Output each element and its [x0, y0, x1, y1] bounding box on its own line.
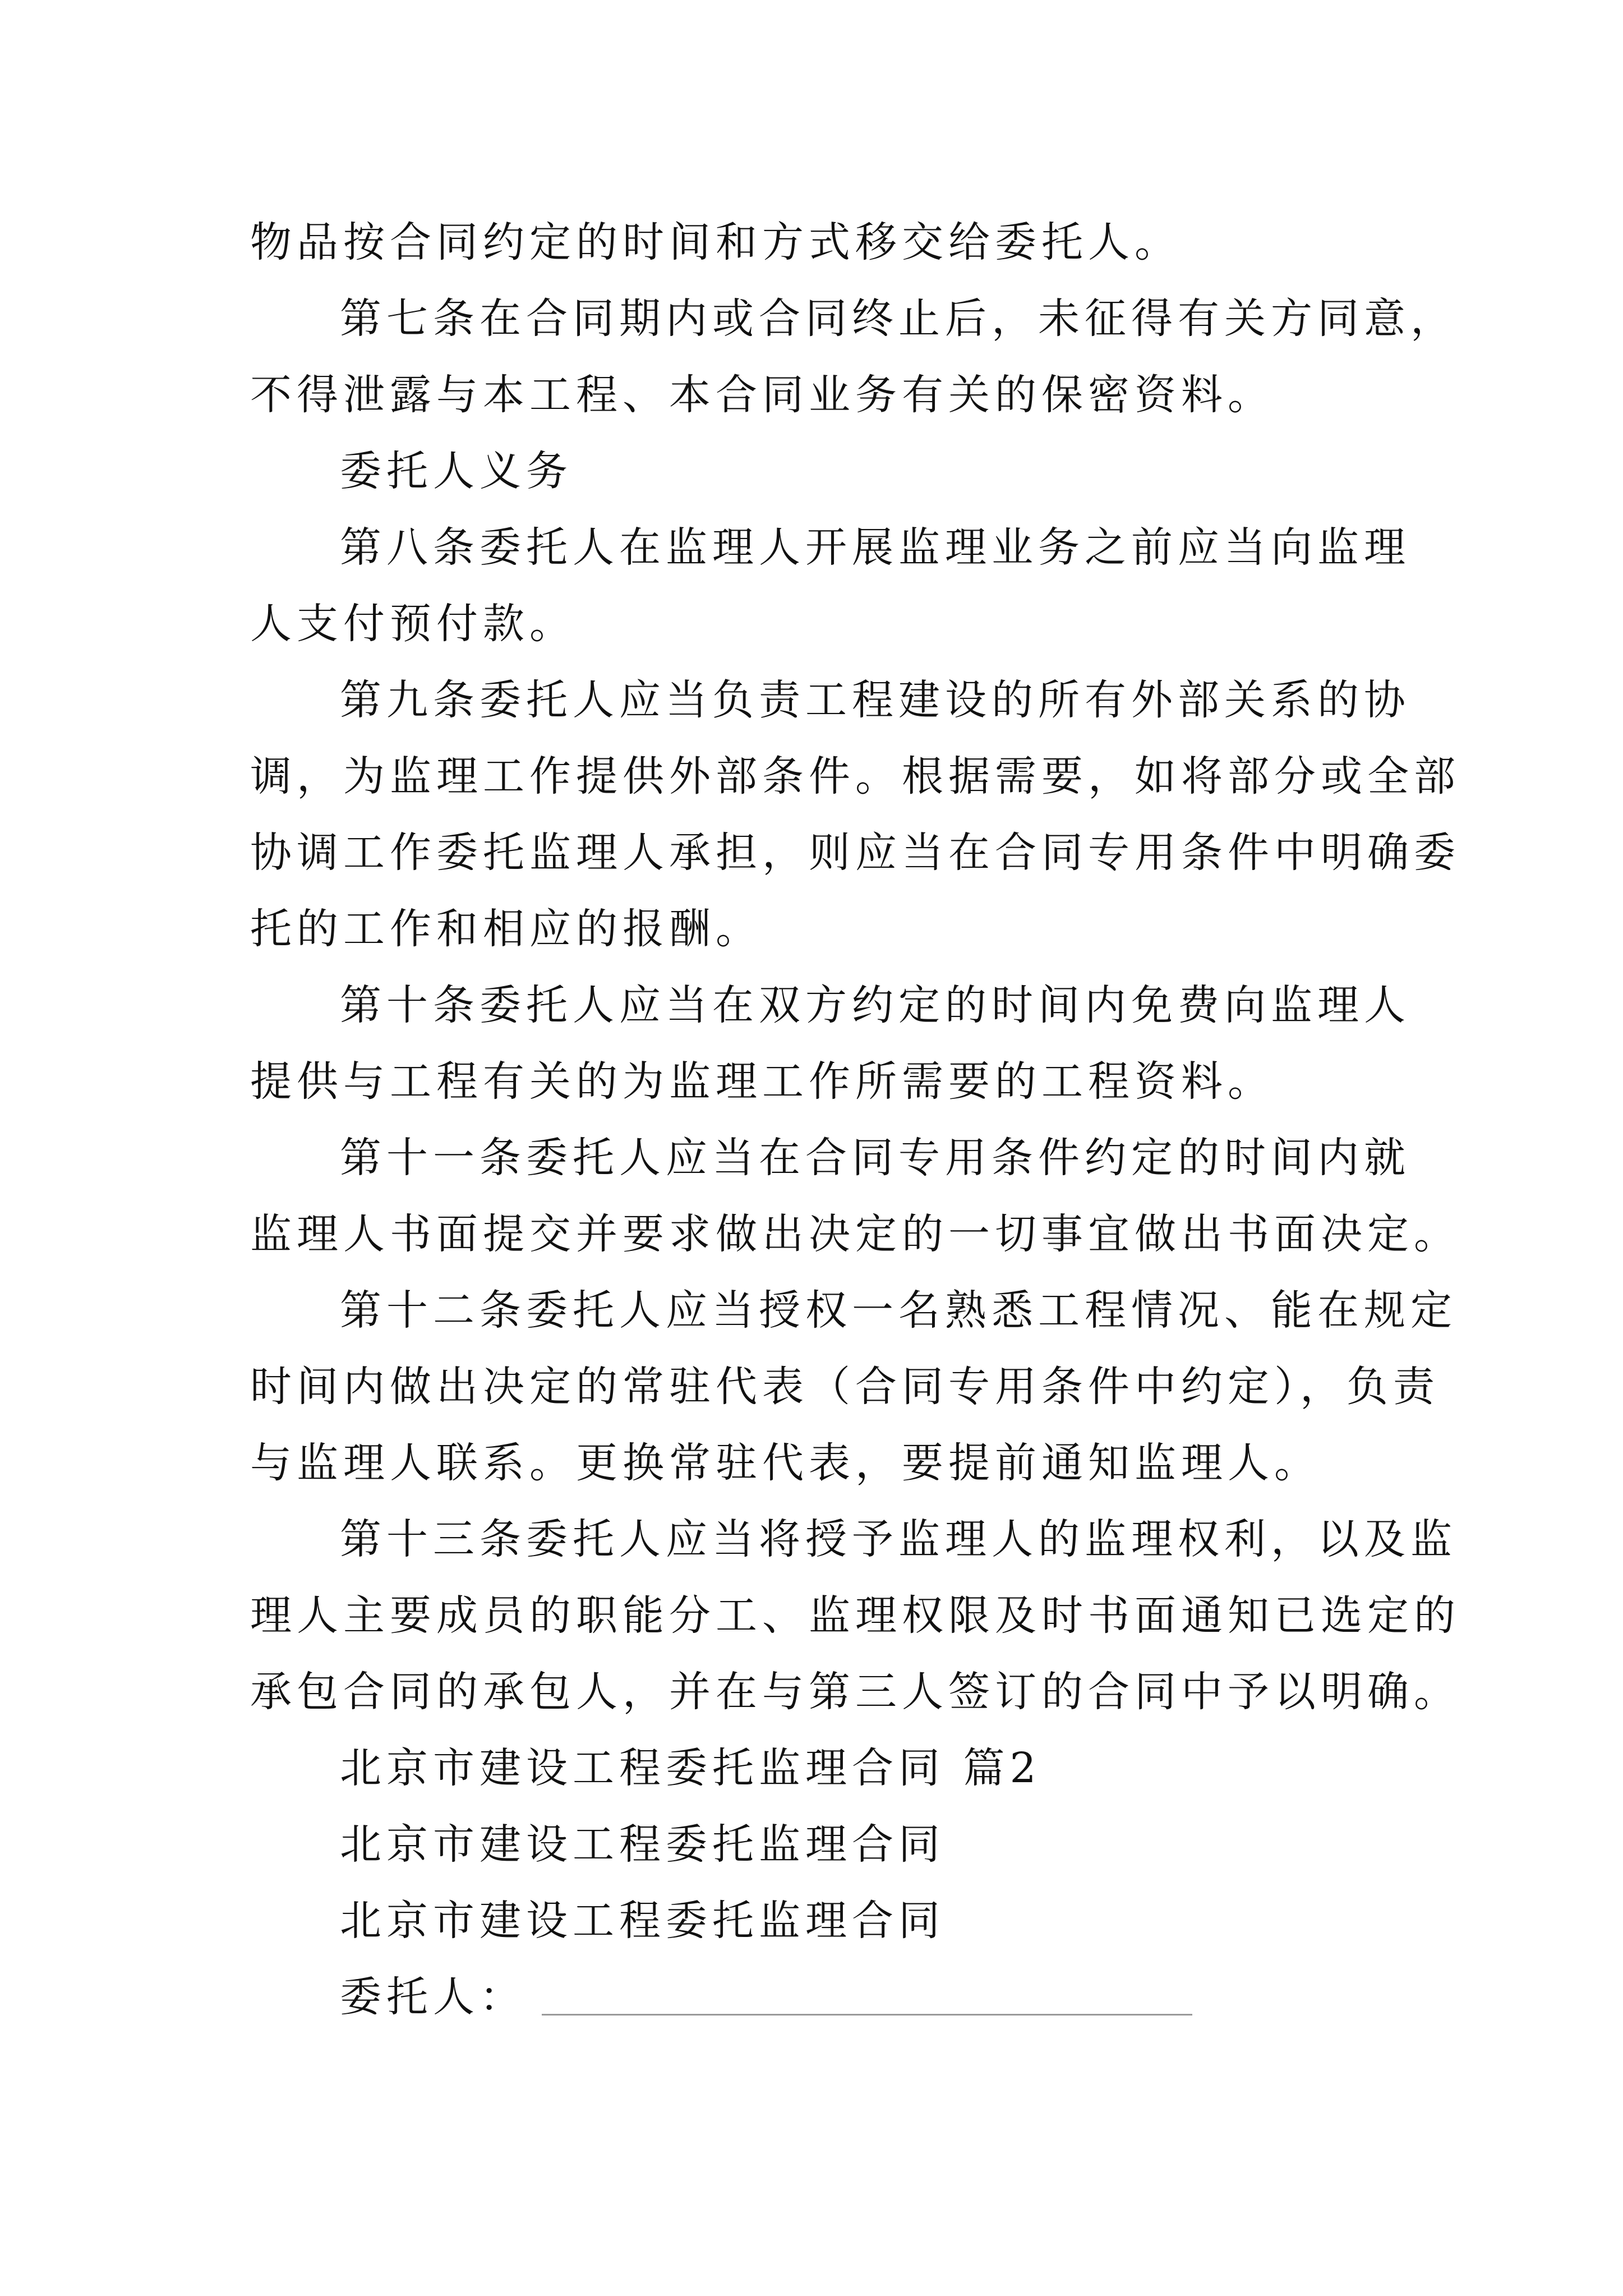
- paragraph-line: 时间内做出决定的常驻代表（合同专用条件中约定），负责: [250, 1363, 1440, 1411]
- client-field: [340, 1963, 1192, 2031]
- contract-title: 北京市建设工程委托监理合同: [340, 1820, 945, 1869]
- paragraph-line: 托的工作和相应的报酬。: [250, 905, 762, 953]
- client-label: 委托人：: [340, 1973, 526, 2021]
- paragraph-line: 人支付预付款。: [250, 600, 576, 648]
- paragraph-line: 监理人书面提交并要求做出决定的一切事宜做出书面决定。: [250, 1210, 1460, 1258]
- paragraph-line: 物品按合同约定的时间和方式移交给委托人。: [250, 218, 1181, 266]
- paragraph-line: 第七条在合同期内或合同终止后，未征得有关方同意，: [340, 295, 1457, 343]
- contract-title: 北京市建设工程委托监理合同: [340, 1897, 945, 1945]
- paragraph-line: 第九条委托人应当负责工程建设的所有外部关系的协: [340, 676, 1410, 724]
- paragraph-line: 提供与工程有关的为监理工作所需要的工程资料。: [250, 1057, 1274, 1106]
- paragraph-line: 承包合同的承包人，并在与第三人签订的合同中予以明确。: [250, 1668, 1460, 1716]
- paragraph-line: 第十三条委托人应当将授予监理人的监理权利，以及监: [340, 1515, 1457, 1563]
- paragraph-line: 第十二条委托人应当授权一名熟悉工程情况、能在规定: [340, 1286, 1457, 1335]
- paragraph-line: 调，为监理工作提供外部条件。根据需要，如将部分或全部: [250, 752, 1460, 800]
- client-blank-line: [542, 2014, 1192, 2016]
- paragraph-line: 不得泄露与本工程、本合同业务有关的保密资料。: [250, 371, 1274, 419]
- section-heading: 委托人义务: [340, 447, 573, 495]
- paragraph-line: 第十一条委托人应当在合同专用条件约定的时间内就: [340, 1134, 1410, 1182]
- paragraph-line: 理人主要成员的职能分工、监理权限及时书面通知已选定的: [250, 1591, 1460, 1640]
- paragraph-line: 协调工作委托监理人承担，则应当在合同专用条件中明确委: [250, 829, 1460, 877]
- paragraph-line: 与监理人联系。更换常驻代表，要提前通知监理人。: [250, 1439, 1321, 1487]
- section-title: 北京市建设工程委托监理合同 篇2: [340, 1744, 1041, 1792]
- paragraph-line: 第八条委托人在监理人开展监理业务之前应当向监理: [340, 523, 1410, 572]
- paragraph-line: 第十条委托人应当在双方约定的时间内免费向监理人: [340, 981, 1410, 1029]
